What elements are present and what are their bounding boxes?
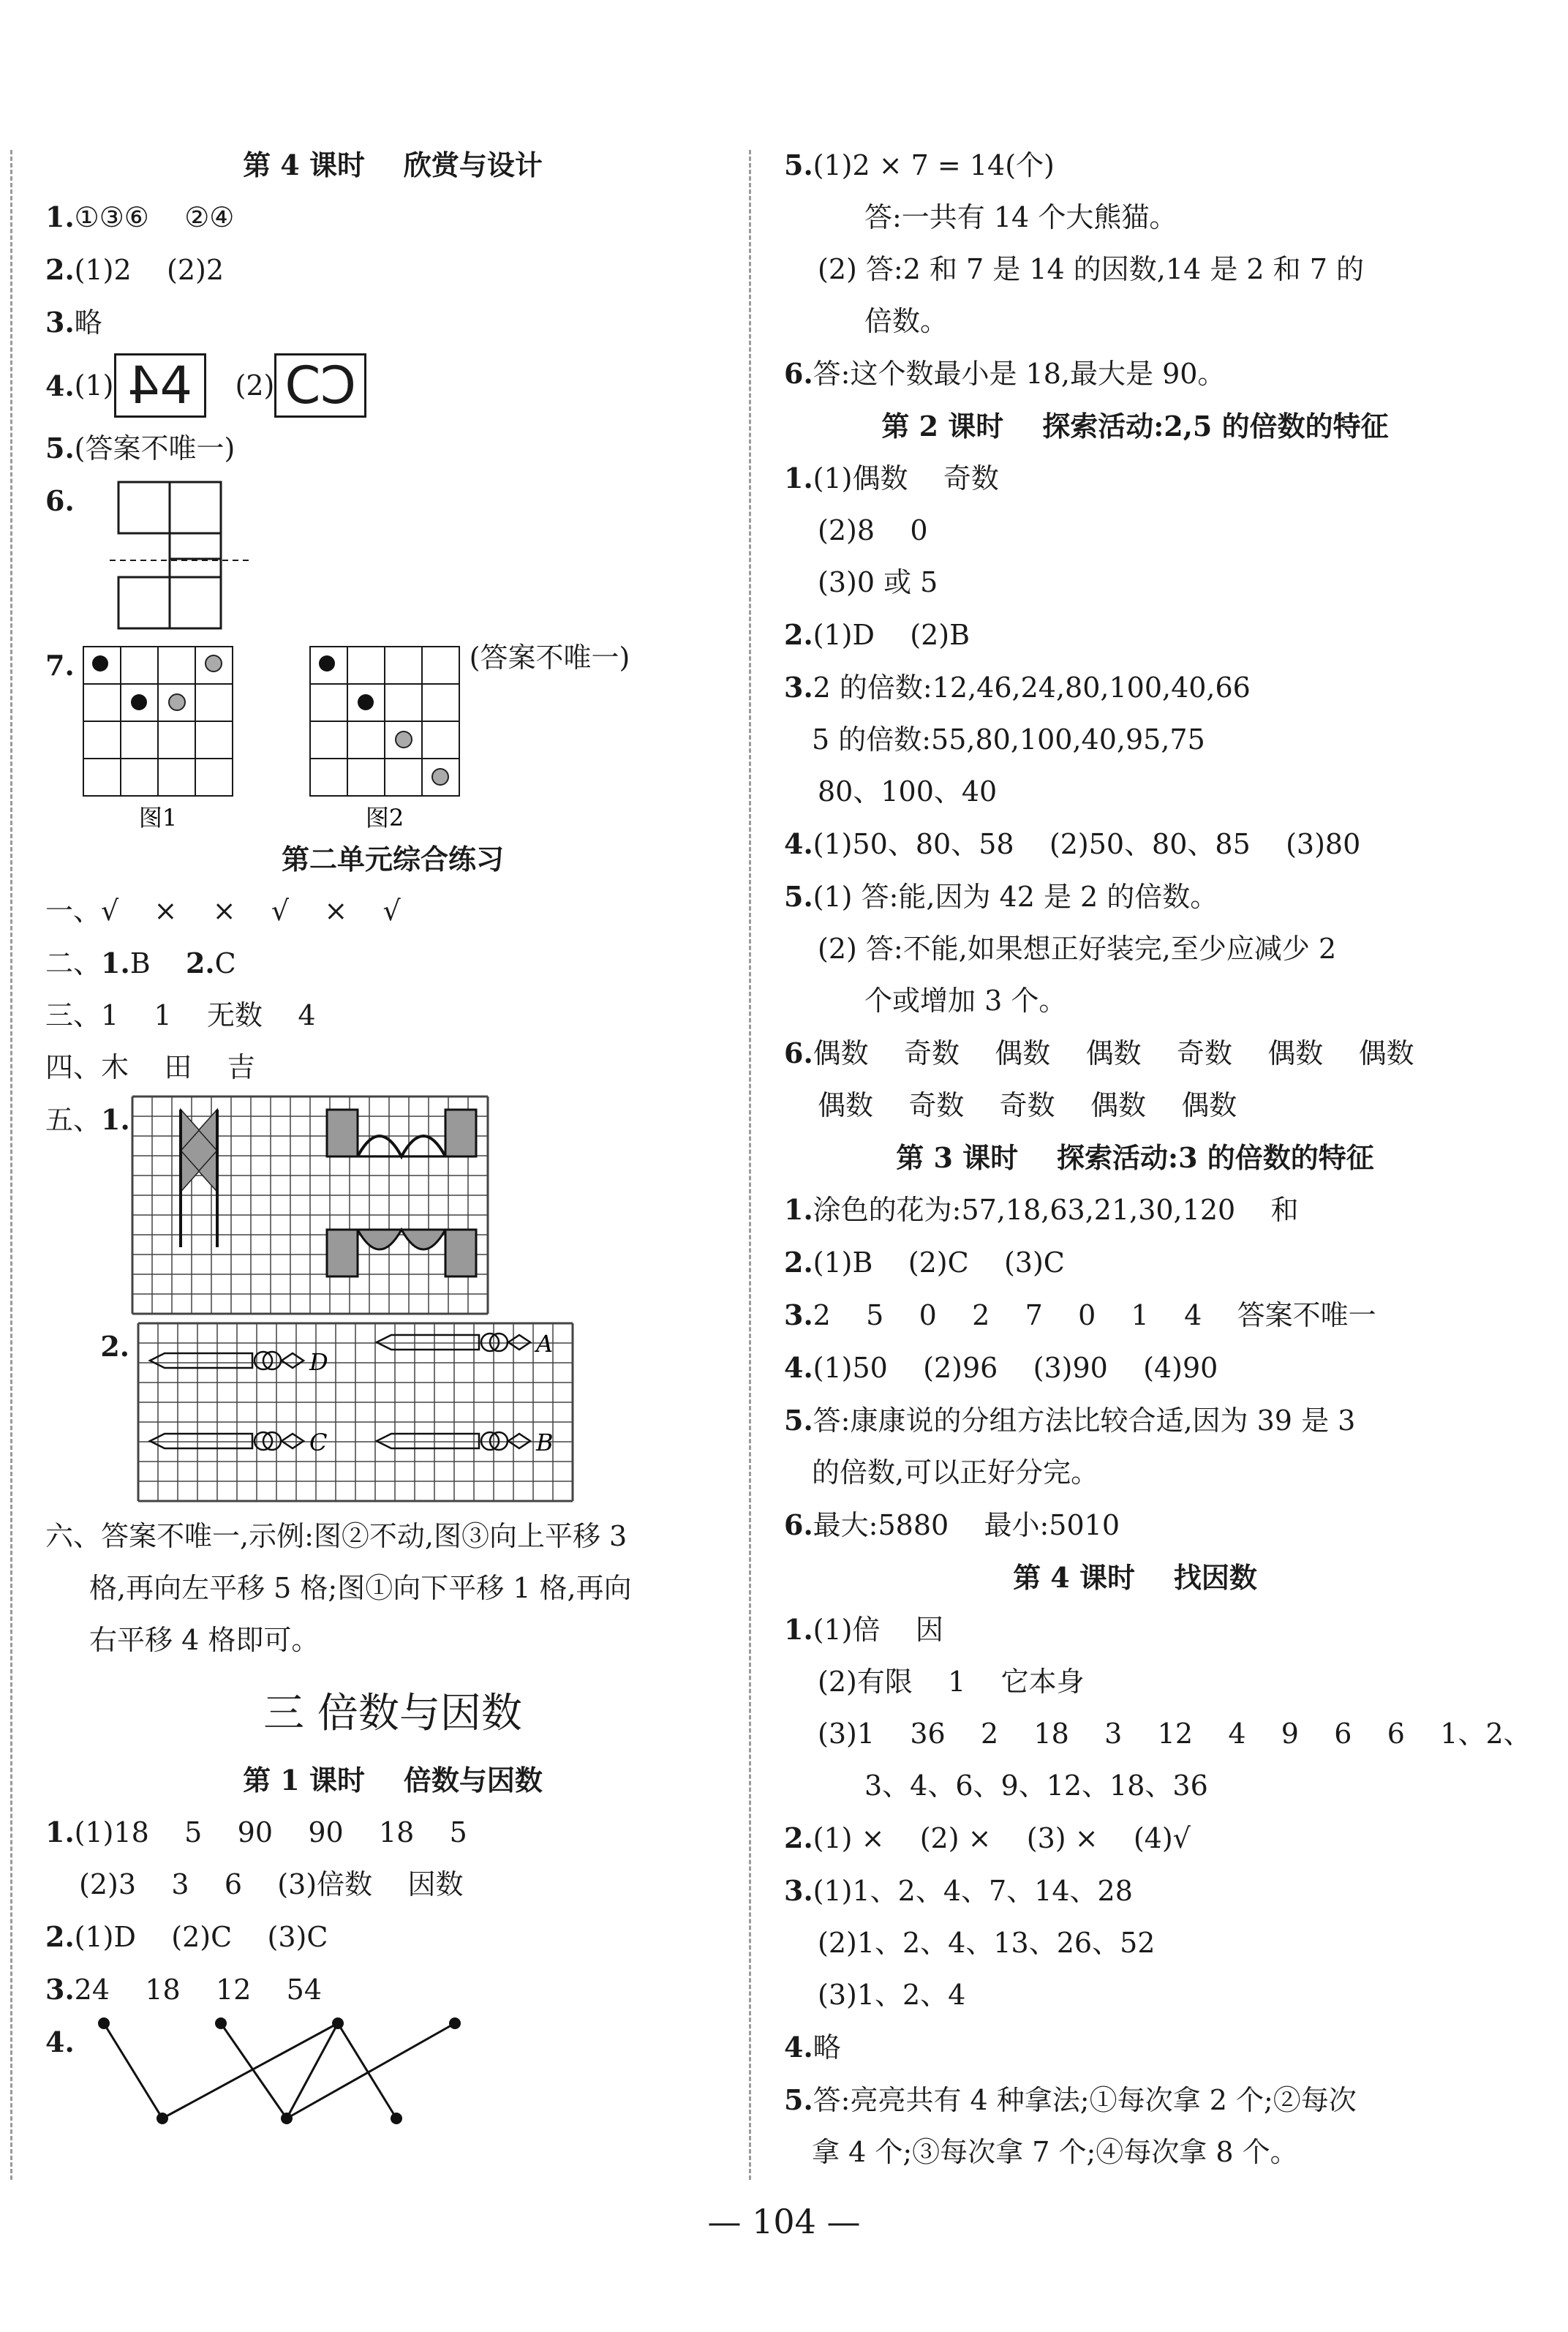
answer-5: 5.(答案不唯一): [45, 432, 235, 464]
label-c: C: [309, 1429, 328, 1456]
figure-caption-1: 图1: [138, 804, 177, 832]
l2-answer-6-line2: 偶数 奇数 奇数 偶数 偶数: [818, 1089, 1237, 1121]
grid-figure-1: [75, 639, 243, 833]
l2-answer-5: 5.(1) 答:能,因为 42 是 2 的倍数。: [784, 880, 1218, 913]
l4-answer-3: 3.(1)1、2、4、7、14、28: [784, 1874, 1133, 1907]
match-dot: [215, 2017, 227, 2029]
c-answer-1-line2: (2)3 3 6 (3)倍数 因数: [79, 1868, 464, 1900]
r-answer-5-line2: 答:一共有 14 个大熊猫。: [864, 201, 1177, 233]
l3-answer-3: 3.2 5 0 2 7 0 1 4 答案不唯一: [784, 1298, 1376, 1331]
label-b: B: [536, 1429, 554, 1456]
l4-answer-1-line3: (3)1 36 2 18 3 12 4 9 6 6 1、2、: [818, 1718, 1531, 1750]
r-answer-6: 6.答:这个数最小是 18,最大是 90。: [784, 357, 1226, 390]
column-divider: [749, 150, 751, 2180]
match-dot: [449, 2017, 461, 2029]
r-answer-5: 5.(1)2 × 7 = 14(个): [784, 148, 1055, 181]
page-number: — 104 —: [707, 2202, 861, 2241]
match-dot: [391, 2113, 402, 2124]
match-dot: [332, 2017, 344, 2029]
l4-answer-1: 1.(1)倍 因: [784, 1613, 943, 1646]
answer-7-note: (答案不唯一): [469, 642, 630, 674]
l4-answer-3-line3: (3)1、2、4: [818, 1979, 966, 2011]
unit2-part6-line1: 六、答案不唯一,示例:图②不动,图③向上平移 3: [45, 1520, 627, 1552]
left-column: [45, 139, 740, 2140]
l4-answer-2: 2.(1) × (2) × (3) × (4)√: [784, 1821, 1191, 1854]
figure-caption-2: 图2: [365, 804, 404, 832]
r-answer-5-line3: (2) 答:2 和 7 是 14 的因数,14 是 2 和 7 的: [818, 253, 1364, 285]
l4-answer-4: 4.略: [784, 2031, 841, 2064]
l3-answer-2: 2.(1)B (2)C (3)C: [784, 1246, 1065, 1279]
l2-answer-5-line2: (2) 答:不能,如果想正好装完,至少应减少 2: [818, 933, 1337, 965]
match-dot: [98, 2017, 110, 2029]
l2-answer-1-line2: (2)8 0: [818, 514, 928, 546]
l4-answer-1-line2: (2)有限 1 它本身: [818, 1666, 1085, 1698]
l4-answer-3-line2: (2)1、2、4、13、26、52: [818, 1927, 1156, 1959]
black-dot: [131, 694, 147, 710]
answer-6: 6.: [45, 475, 740, 632]
answer-3: 3.略: [45, 306, 102, 339]
r-answer-5-line4: 倍数。: [864, 305, 949, 337]
match-dot: [157, 2113, 168, 2124]
l2-answer-3-line3: 80、100、40: [818, 775, 998, 808]
lesson4-heading: 第 4 课时 欣赏与设计: [243, 148, 543, 181]
l2-answer-5-line3: 个或增加 3 个。: [864, 985, 1067, 1017]
answer-1: 1.①③⑥ ②④: [45, 200, 235, 233]
grey-dot: [169, 694, 185, 710]
match-dot: [281, 2113, 293, 2124]
right-column: [784, 139, 1531, 2178]
l2-answer-3-line2: 5 的倍数:55,80,100,40,95,75: [812, 723, 1205, 756]
c-answer-4: 4.: [45, 2016, 740, 2140]
grid-figure-2: [301, 639, 470, 833]
lesson1-heading: 第 1 课时 倍数与因数: [243, 1764, 543, 1797]
chapter3-title: 三 倍数与因数: [263, 1690, 522, 1737]
unit2-part2: 二、1.B 2.C: [45, 947, 236, 979]
l2-answer-4: 4.(1)50、80、58 (2)50、80、85 (3)80: [784, 827, 1361, 860]
l3-answer-1: 1.涂色的花为:57,18,63,21,30,120 和: [784, 1193, 1299, 1226]
grey-dot: [396, 731, 412, 748]
black-dot: [92, 655, 108, 672]
left-margin-rule: [10, 150, 12, 2180]
lesson3-heading: 第 3 课时 探索活动:3 的倍数的特征: [896, 1141, 1374, 1174]
l2-answer-1-line3: (3)0 或 5: [818, 566, 938, 598]
l4-answer-1-line4: 3、4、6、9、12、18、36: [864, 1769, 1208, 1802]
unit2-part5-1: 五、1.: [45, 1094, 740, 1320]
answer-2: 2.(1)2 (2)2: [45, 253, 224, 286]
answer-4: 4. (1) 4 4 (2) C C: [45, 349, 740, 422]
c-answer-1: 1.(1)18 5 90 90 18 5: [45, 1816, 467, 1848]
grey-dot: [206, 655, 222, 672]
unit2-part6-line2: 格,再向左平移 5 格;图①向下平移 1 格,再向: [89, 1572, 632, 1604]
lesson2-heading: 第 2 课时 探索活动:2,5 的倍数的特征: [881, 410, 1389, 443]
c-answer-2: 2.(1)D (2)C (3)C: [45, 1920, 328, 1953]
translation-grid-1: [129, 1094, 502, 1320]
grey-dot: [432, 769, 448, 785]
l2-answer-2: 2.(1)D (2)B: [784, 618, 970, 651]
unit2-part4: 四、木 田 吉: [45, 1051, 255, 1083]
l3-answer-5-line2: 的倍数,可以正好分完。: [812, 1456, 1099, 1489]
unit2-part5-2: 2. D A C B: [45, 1320, 740, 1511]
unit2-part6-line3: 右平移 4 格即可。: [89, 1624, 320, 1656]
l4-answer-5: 5.答:亮亮共有 4 种拿法;①每次拿 2 个;②每次: [784, 2083, 1357, 2116]
label-d: D: [309, 1348, 328, 1376]
label-a: A: [536, 1330, 554, 1358]
unit2-part3: 三、1 1 无数 4: [45, 999, 316, 1031]
unit2-heading: 第二单元综合练习: [281, 843, 504, 876]
l2-answer-6: 6.偶数 奇数 偶数 偶数 奇数 偶数 偶数: [784, 1037, 1414, 1069]
l3-answer-5: 5.答:康康说的分组方法比较合适,因为 39 是 3: [784, 1404, 1356, 1437]
l3-answer-6: 6.最大:5880 最小:5010: [784, 1508, 1120, 1541]
l3-answer-4: 4.(1)50 (2)96 (3)90 (4)90: [784, 1351, 1218, 1384]
c-answer-3: 3.24 18 12 54: [45, 1973, 323, 2006]
symmetry-figure: [75, 475, 265, 632]
black-dot: [358, 694, 374, 710]
l4-answer-5-line2: 拿 4 个;③每次拿 7 个;④每次拿 8 个。: [812, 2136, 1298, 2168]
answer-7: 7. 图1 图2 (答案不唯一): [45, 639, 740, 833]
l2-answer-1: 1.(1)偶数 奇数: [784, 462, 999, 494]
matching-lines-figure: [75, 2016, 513, 2140]
mirror-c-figure: C C: [274, 353, 366, 418]
translation-grid-2: [135, 1320, 589, 1511]
l2-answer-3: 3.2 的倍数:12,46,24,80,100,40,66: [784, 671, 1251, 704]
mirror-4-figure: 4 4: [114, 353, 206, 418]
lesson4-find-factors-heading: 第 4 课时 找因数: [1013, 1561, 1257, 1594]
black-dot: [319, 655, 335, 672]
unit2-part1: 一、√ × × √ × √: [45, 895, 401, 927]
